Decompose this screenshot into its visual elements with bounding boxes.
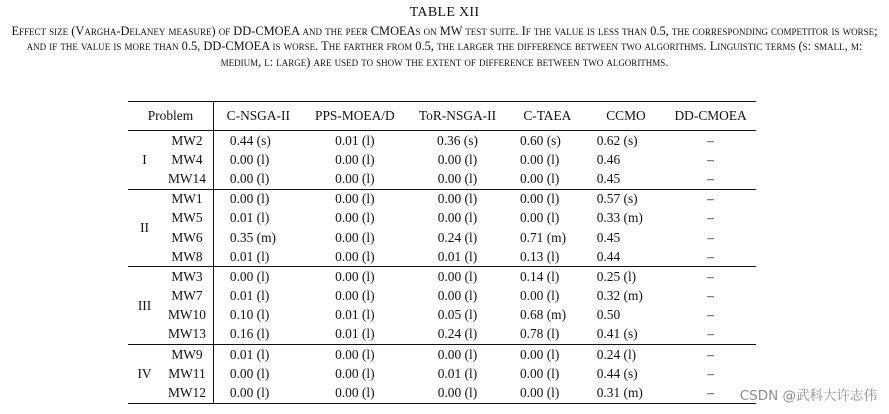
value-cell: 0.00 (l): [519, 365, 560, 381]
header-c-taea: C-TAEA: [508, 102, 587, 131]
value-cell: 0.24 (l): [587, 345, 666, 365]
value-cell: 0.00 (l): [335, 248, 375, 264]
value-cell: 0.05 (l): [437, 307, 478, 323]
value-cell: 0.25 (l): [587, 267, 666, 287]
value-cell: 0.00 (l): [335, 151, 375, 167]
value-cell: –: [707, 365, 714, 381]
value-cell: –: [665, 383, 756, 403]
table-row: [128, 267, 756, 287]
value-cell: 0.50: [596, 307, 621, 323]
value-cell: 0.45: [596, 229, 621, 245]
problem-cell: MW6: [161, 228, 213, 247]
value-cell: 0.62 (s): [596, 132, 638, 148]
header-dd-cmoea: DD-CMOEA: [665, 102, 756, 131]
value-cell: 0.00 (l): [407, 383, 508, 403]
value-cell: 0.00 (l): [335, 288, 375, 304]
value-cell: 0.00 (l): [303, 383, 407, 403]
value-cell: 0.00 (l): [213, 267, 302, 287]
value-cell: 0.00 (l): [407, 189, 508, 209]
problem-cell: MW9: [161, 345, 213, 365]
header-ccmo: CCMO: [587, 102, 666, 131]
value-cell: 0.00 (l): [508, 189, 587, 209]
value-cell: 0.41 (s): [596, 326, 638, 342]
value-cell: 0.00 (l): [437, 288, 478, 304]
table-row: [128, 306, 756, 325]
table-row: [128, 131, 756, 151]
value-cell: 0.00 (l): [335, 229, 375, 245]
value-cell: 0.00 (l): [335, 210, 375, 226]
value-cell: –: [707, 288, 714, 304]
value-cell: –: [665, 189, 756, 209]
problem-cell: MW13: [161, 325, 213, 345]
value-cell: 0.00 (l): [508, 345, 587, 365]
table-row: [128, 150, 756, 169]
value-cell: –: [707, 326, 714, 342]
group-label: I: [142, 151, 147, 167]
value-cell: 0.01 (l): [335, 326, 375, 342]
header-c-nsga-ii: C-NSGA-II: [213, 102, 302, 131]
table-row: [128, 383, 756, 403]
value-cell: 0.44 (s): [596, 365, 638, 381]
problem-cell: MW2: [161, 131, 213, 151]
header-row: [128, 102, 756, 131]
value-cell: 0.13 (l): [519, 248, 560, 264]
value-cell: 0.00 (l): [519, 151, 560, 167]
table-row: [128, 247, 756, 267]
problem-cell: MW14: [161, 169, 213, 189]
value-cell: 0.71 (m): [519, 229, 567, 245]
problem-cell: MW3: [161, 267, 213, 287]
table-row: [128, 228, 756, 247]
problem-cell: MW1: [161, 189, 213, 209]
table-caption: Effect size (Vargha-Delaney measure) of DD-CMOEA and the peer CMOEAs on MW test suite. If the value is less than 0.5, the corresponding competitor is worse; and if the value is more than 0.5, DD-CMOEA is worse. The farther from 0.5, the larger the difference between two algorithms. Linguistic terms (s: small, m: medium, l: large) are used to show the extent of difference between two algorithms.: [11, 24, 878, 69]
value-cell: 0.45: [596, 170, 621, 186]
header-problem: Problem: [128, 102, 213, 131]
value-cell: 0.00 (l): [407, 345, 508, 365]
value-cell: 0.01 (l): [335, 132, 375, 148]
value-cell: 0.57 (s): [587, 189, 666, 209]
value-cell: 0.14 (l): [508, 267, 587, 287]
table-row: [128, 209, 756, 228]
value-cell: 0.00 (l): [437, 151, 478, 167]
value-cell: 0.44 (s): [229, 132, 271, 148]
value-cell: 0.00 (l): [213, 189, 302, 209]
value-cell: 0.32 (m): [596, 288, 643, 304]
problem-cell: MW11: [161, 364, 213, 383]
value-cell: 0.00 (l): [229, 151, 270, 167]
value-cell: 0.01 (l): [229, 288, 270, 304]
value-cell: 0.68 (m): [519, 307, 567, 323]
value-cell: 0.33 (m): [596, 210, 643, 226]
value-cell: –: [665, 345, 756, 365]
value-cell: 0.24 (l): [437, 326, 478, 342]
table-row: [128, 364, 756, 383]
value-cell: 0.00 (l): [229, 170, 270, 186]
effect-size-table: [128, 101, 756, 404]
value-cell: 0.00 (l): [437, 170, 478, 186]
value-cell: 0.44: [596, 248, 621, 264]
value-cell: 0.01 (l): [437, 248, 478, 264]
value-cell: –: [707, 132, 714, 148]
value-cell: 0.31 (m): [587, 383, 666, 403]
table-label: TABLE XII: [409, 5, 480, 20]
group-label: III: [128, 267, 161, 345]
value-cell: 0.00 (l): [508, 383, 587, 403]
table-row: [128, 189, 756, 209]
table-body: [128, 131, 756, 404]
value-cell: 0.46: [596, 151, 621, 167]
value-cell: 0.00 (l): [335, 170, 375, 186]
value-cell: 0.00 (l): [519, 210, 560, 226]
value-cell: 0.00 (l): [519, 170, 560, 186]
value-cell: 0.01 (l): [229, 248, 270, 264]
value-cell: 0.35 (m): [229, 229, 276, 245]
value-cell: –: [707, 229, 714, 245]
table-row: [128, 345, 756, 365]
value-cell: 0.00 (l): [303, 189, 407, 209]
value-cell: –: [707, 170, 714, 186]
group-label: II: [128, 189, 161, 267]
problem-cell: MW4: [161, 150, 213, 169]
table-row: [128, 325, 756, 345]
value-cell: 0.10 (l): [229, 307, 270, 323]
value-cell: 0.01 (l): [335, 307, 375, 323]
watermark: CSDN @武科大许志伟: [739, 388, 877, 404]
value-cell: –: [707, 307, 714, 323]
problem-cell: MW8: [161, 247, 213, 267]
problem-cell: MW7: [161, 287, 213, 306]
value-cell: 0.01 (l): [437, 365, 478, 381]
value-cell: 0.78 (l): [519, 326, 560, 342]
value-cell: 0.00 (l): [437, 210, 478, 226]
table-row: [128, 169, 756, 189]
value-cell: 0.01 (l): [213, 345, 302, 365]
table-row: [128, 287, 756, 306]
problem-cell: MW12: [161, 383, 213, 403]
value-cell: –: [707, 151, 714, 167]
value-cell: 0.60 (s): [519, 132, 561, 148]
value-cell: 0.00 (l): [213, 383, 302, 403]
value-cell: 0.24 (l): [437, 229, 478, 245]
value-cell: 0.00 (l): [519, 288, 560, 304]
problem-cell: MW10: [161, 306, 213, 325]
header-pps-moea-d: PPS-MOEA/D: [303, 102, 407, 131]
value-cell: –: [707, 210, 714, 226]
value-cell: 0.00 (l): [303, 345, 407, 365]
value-cell: –: [665, 267, 756, 287]
value-cell: 0.00 (l): [303, 267, 407, 287]
value-cell: 0.00 (l): [335, 365, 375, 381]
problem-cell: MW5: [161, 209, 213, 228]
value-cell: 0.01 (l): [229, 210, 270, 226]
value-cell: –: [707, 248, 714, 264]
value-cell: 0.16 (l): [229, 326, 270, 342]
value-cell: 0.00 (l): [407, 267, 508, 287]
value-cell: 0.00 (l): [229, 365, 270, 381]
value-cell: 0.36 (s): [437, 132, 478, 148]
group-label: IV: [128, 345, 161, 404]
header-tor-nsga-ii: ToR-NSGA-II: [407, 102, 508, 131]
